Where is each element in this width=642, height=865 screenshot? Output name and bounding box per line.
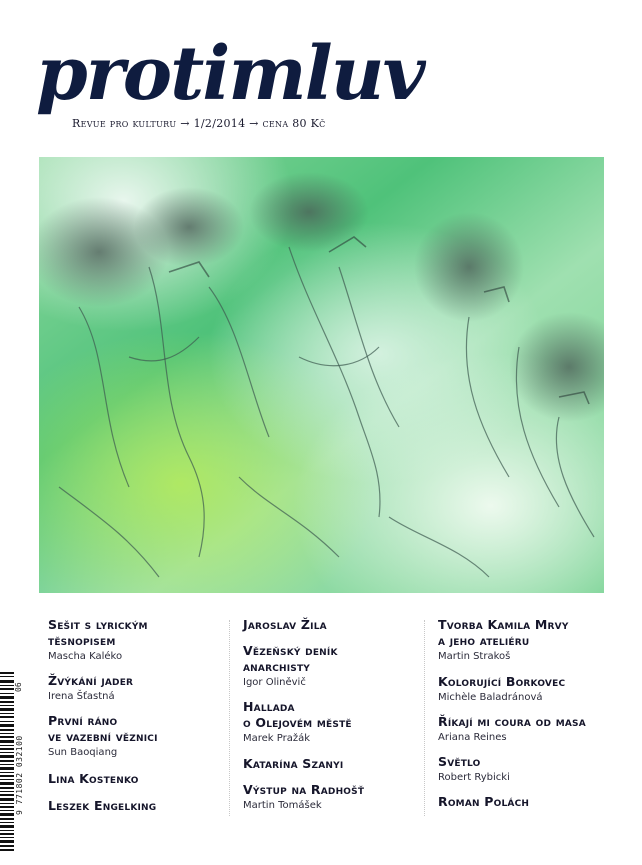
entry-title: Hallada o Olejovém městě <box>243 699 352 730</box>
contents-entry[interactable] <box>438 794 628 810</box>
entry-title: Sešit s lyrickým těsnopisem <box>48 617 148 648</box>
contents-entry[interactable] <box>243 756 423 772</box>
entry-title: První ráno ve vazební věznici <box>48 713 158 744</box>
entry-title: Vězeňský deník anarchisty <box>243 643 338 674</box>
entry-author: Robert Rybicki <box>438 772 510 783</box>
contents-column-1 <box>48 617 238 814</box>
entry-author: Marek Pražák <box>243 733 311 744</box>
contents-entry[interactable] <box>48 798 238 814</box>
cover-painting-svg <box>39 157 604 593</box>
entry-author: Igor Oliněvič <box>243 677 306 688</box>
entry-author: Michèle Baladránová <box>438 692 543 703</box>
entry-title: Roman Polách <box>438 794 530 809</box>
entry-author: Martin Tomášek <box>243 800 322 811</box>
masthead-title: protimluv <box>36 31 424 117</box>
entry-author: Sun Baoqiang <box>48 747 118 758</box>
column-divider <box>424 620 425 816</box>
contents-entry[interactable] <box>48 673 238 704</box>
entry-author: Martin Strakoš <box>438 651 511 662</box>
contents-entry[interactable] <box>438 754 628 785</box>
entry-author: Irena Šťastná <box>48 691 115 702</box>
contents-entry[interactable] <box>438 714 628 745</box>
entry-title: Říkají mi coura od masa <box>438 714 586 729</box>
contents-entry[interactable] <box>48 617 238 664</box>
entry-title: Výstup na Radhošť <box>243 782 365 797</box>
contents-column-3 <box>438 617 628 810</box>
contents-entry[interactable] <box>438 674 628 705</box>
contents-entry[interactable] <box>438 617 628 664</box>
entry-title: Kolorující Borkovec <box>438 674 566 689</box>
barcode-bars <box>0 672 14 852</box>
contents-entry[interactable] <box>48 713 238 760</box>
entry-title: Žvýkání jader <box>48 673 134 688</box>
entry-author: Ariana Reines <box>438 732 507 743</box>
contents-entry[interactable] <box>243 617 423 633</box>
issue-number: 06 <box>14 682 23 692</box>
contents-entry[interactable] <box>243 699 423 746</box>
entry-title: Světlo <box>438 754 481 769</box>
entry-title: Tvorba Kamila Mrvy a jeho ateliéru <box>438 617 569 648</box>
contents-entry[interactable] <box>243 643 423 690</box>
barcode-number: 9 771802 032100 <box>15 735 24 815</box>
masthead-tagline: Revue pro kulturu → 1/2/2014 → cena 80 Kč <box>72 117 326 130</box>
contents-column-2 <box>243 617 423 813</box>
contents-entry[interactable] <box>48 771 238 787</box>
contents-entry[interactable] <box>243 782 423 813</box>
entry-title: Jaroslav Žila <box>243 617 327 632</box>
entry-title: Lina Kostenko <box>48 771 139 786</box>
entry-author: Mascha Kaléko <box>48 651 123 662</box>
cover-painting <box>39 157 604 593</box>
entry-title: Leszek Engelking <box>48 798 157 813</box>
entry-title: Katarína Szanyi <box>243 756 344 771</box>
